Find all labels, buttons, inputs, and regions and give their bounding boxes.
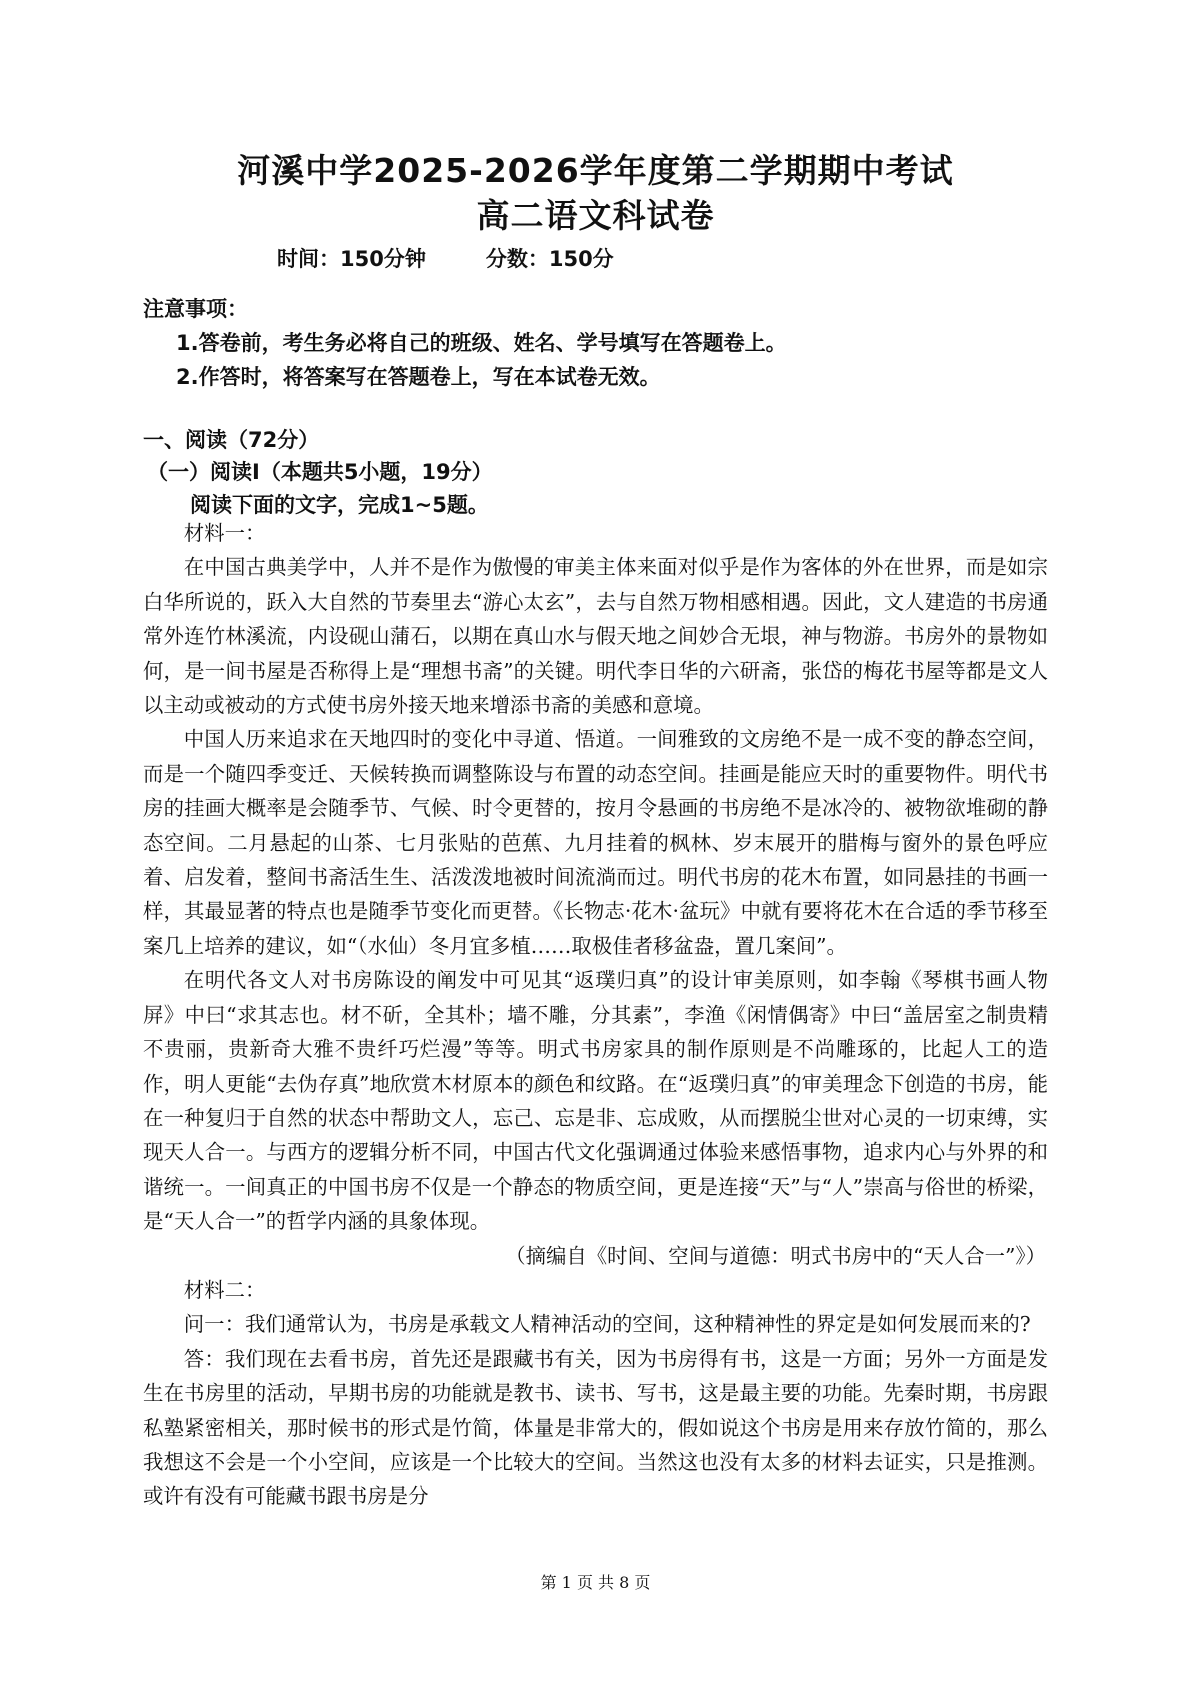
page-number: 第 1 页 共 8 页	[540, 1573, 651, 1592]
notice-item: 2.作答时，将答案写在答题卷上，写在本试卷无效。	[176, 365, 661, 389]
exam-meta	[277, 243, 614, 273]
section-heading: 一、阅读（72分）	[143, 428, 320, 452]
paragraph: 在中国古典美学中，人并不是作为傲慢的审美主体来面对似乎是作为客体的外在世界，而是如宗白华所说的，跃入大自然的节奏里去“游心太玄”，去与自然万物相感相遇。因此，文人建造的书房通常外连竹林溪流，内设砚山蒲石，以期在真山水与假天地之间妙合无垠，神与物游。书房外的景物如何，是一间书屋是否称得上是“理想书斋”的关键。明代李日华的六研斋，张岱的梅花书屋等都是文人以主动或被动的方式使书房外接天地来增添书斋的美感和意境。	[143, 555, 1048, 718]
paragraph: 答：我们现在去看书房，首先还是跟藏书有关，因为书房得有书，这是一方面；另外一方面是发生在书房里的活动，早期书房的功能就是教书、读书、写书，这是最主要的功能。先秦时期，书房跟私塾紧密相关，那时候书的形式是竹简，体量是非常大的，假如说这个书房是用来存放竹简的，那么我想这不会是一个小空间，应该是一个比较大的空间。当然这也没有太多的材料去证实，只是推测。或许有没有可能藏书跟书房是分	[143, 1346, 1048, 1509]
exam-title: 河溪中学2025-2026学年度第二学期期中考试	[237, 151, 954, 190]
material-label: 材料一：	[183, 521, 266, 545]
exam-time: 时间：150分钟	[277, 247, 426, 271]
subsection-heading: （一）阅读Ⅰ（本题共5小题，19分）	[147, 460, 493, 484]
material-label: 材料二：	[183, 1277, 266, 1302]
paragraph: 问一：我们通常认为，书房是承载文人精神活动的空间，这种精神性的界定是如何发展而来的?	[183, 1312, 1031, 1337]
paragraph: 在明代各文人对书房陈设的阐发中可见其“返璞归真”的设计审美原则，如李翰《琴棋书画人物屏》中曰“求其志也。材不斫，全其朴；墙不雕，分其素”，李渔《闲情偶寄》中曰“盖居室之制贵精不贵丽，贵新奇大雅不贵纤巧烂漫”等等。明式书房家具的制作原则是不尚雕琢的，比起人工的造作，明人更能“去伪存真”地欣赏木材原本的颜色和纹路。在“返璞归真”的审美理念下创造的书房，能在一种复归于自然的状态中帮助文人，忘己、忘是非、忘成败，从而摆脱尘世对心灵的一切束缚，实现天人合一。与西方的逻辑分析不同，中国古代文化强调通过体验来感悟事物，追求内心与外界的和谐统一。一间真正的中国书房不仅是一个静态的物质空间，更是连接“天”与“人”崇高与俗世的桥梁，是“天人合一”的哲学内涵的具象体现。	[143, 968, 1048, 1234]
reading-passage	[143, 516, 1048, 1514]
exam-score: 分数：150分	[485, 247, 614, 271]
instruction: 阅读下面的文字，完成1~5题。	[190, 493, 489, 517]
exam-subtitle: 高二语文科试卷	[476, 196, 715, 235]
notice-item: 1.答卷前，考生务必将自己的班级、姓名、学号填写在答题卷上。	[176, 331, 787, 355]
paragraph: 中国人历来追求在天地四时的变化中寻道、悟道。一间雅致的文房绝不是一成不变的静态空间，而是一个随四季变迁、天候转换而调整陈设与布置的动态空间。挂画是能应天时的重要物件。明代书房的挂画大概率是会随季节、气候、时令更替的，按月令悬画的书房绝不是冰冷的、被物欲堆砌的静态空间。二月悬起的山茶、七月张贴的芭蕉、九月挂着的枫林、岁末展开的腊梅与窗外的景色呼应着、启发着，整间书斋活生生、活泼泼地被时间流淌而过。明代书房的花木布置，如同悬挂的书画一样，其最显著的特点也是随季节变化而更替。《长物志·花木·盆玩》中就有要将花木在合适的季节移至案几上培养的建议，如“（水仙）冬月宜多植……取极佳者移盆盎，置几案间”。	[143, 727, 1048, 958]
notice-heading: 注意事项：	[143, 297, 248, 321]
source-citation: （摘编自《时间、空间与道德：明式书房中的“天人合一”》）	[505, 1243, 1046, 1268]
